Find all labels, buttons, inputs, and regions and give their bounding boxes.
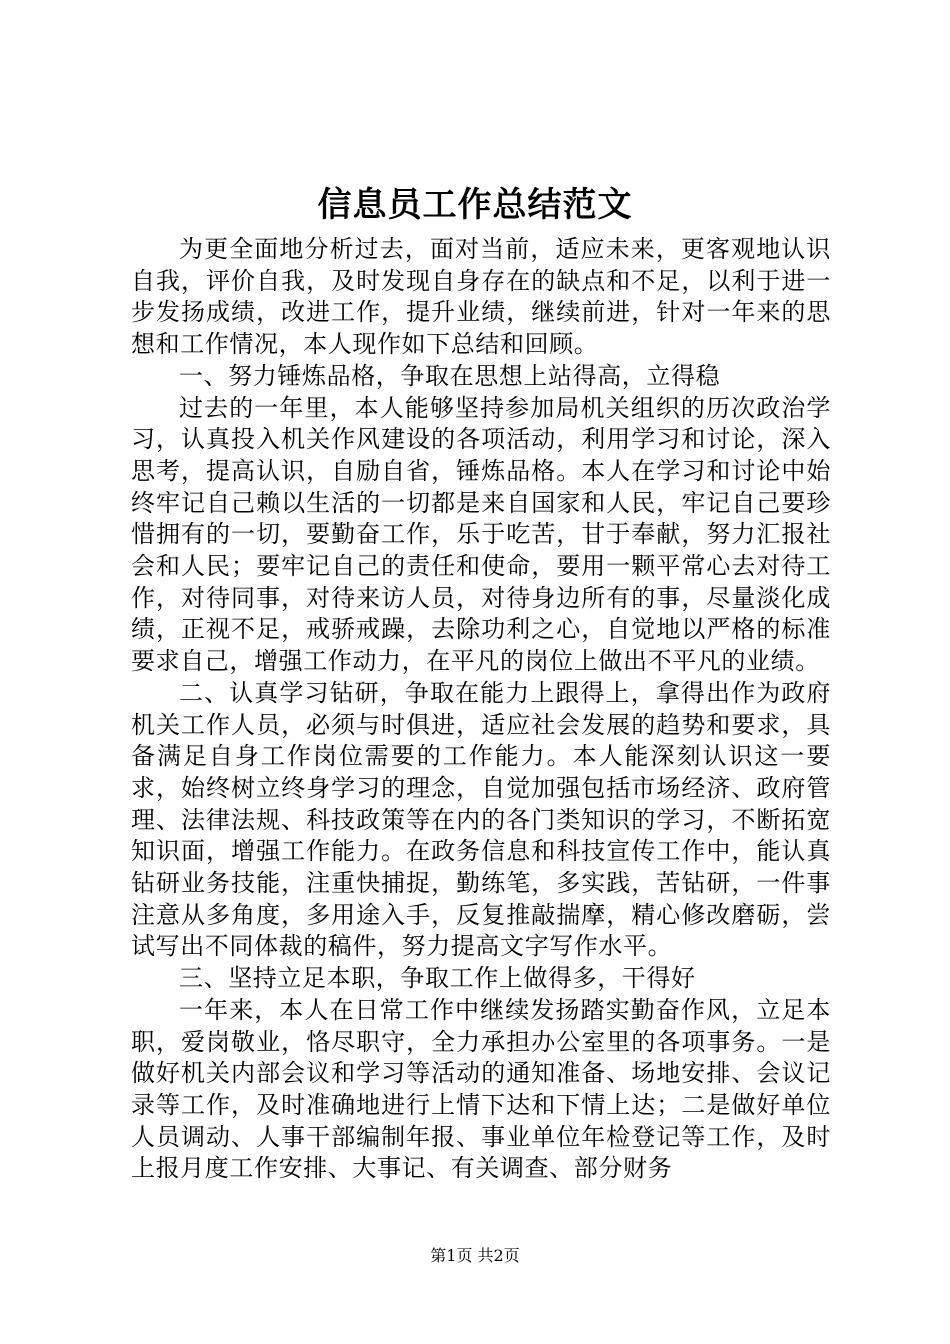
section-heading-1: 一、努力锤炼品格，争取在思想上站得高，立得稳 <box>179 361 721 390</box>
paragraph-section-2: 二、认真学习钻研，争取在能力上跟得上，拿得出作为政府机关工作人员，必须与时俱进，适应社会发展的趋势和要求，具备满足自身工作岗位需要的工作能力。本人能深刻认识这一要求，始终树立终身学习的理念，自觉加强包括市场经济、政府管理、法律法规、科技政策等在内的各门类知识的学习，不断拓宽知识面，增强工作能力。在政务信息和科技宣传工作中，能认真钻研业务技能，注重快捕捉，勤练笔，多实践，苦钻研，一件事注意从多角度，多用途入手，反复推敲揣摩，精心修改磨砺，尝试写出不同体裁的稿件，努力提高文字写作水平。 <box>131 678 831 961</box>
page-number-footer: 第1页 共2页 <box>430 1246 520 1265</box>
document-title: 信息员工作总结范文 <box>317 185 633 225</box>
document-body <box>131 234 831 1185</box>
paragraph-intro: 为更全面地分析过去，面对当前，适应未来，更客观地认识自我，评价自我，及时发现自身存在的缺点和不足，以利于进一步发扬成绩，改进工作，提升业绩，继续前进，针对一年来的思想和工作情况，本人现作如下总结和回顾。 <box>131 235 831 359</box>
section-heading-3: 三、坚持立足本职，争取工作上做得多，干得好 <box>179 964 696 993</box>
paragraph-section-1: 过去的一年里，本人能够坚持参加局机关组织的历次政治学习，认真投入机关作风建设的各项活动，利用学习和讨论，深入思考，提高认识，自励自省，锤炼品格。本人在学习和讨论中始终牢记自己赖以生活的一切都是来自国家和人民，牢记自己要珍惜拥有的一切，要勤奋工作，乐于吃苦，甘于奉献，努力汇报社会和人民；要牢记自己的责任和使命，要用一颗平常心去对待工作，对待同事，对待来访人员，对待身边所有的事，尽量淡化成绩，正视不足，戒骄戒躁，去除功利之心，自觉地以严格的标准要求自己，增强工作动力，在平凡的岗位上做出不平凡的业绩。 <box>131 393 831 676</box>
paragraph-section-3: 一年来，本人在日常工作中继续发扬踏实勤奋作风，立足本职，爱岗敬业，恪尽职守，全力承担办公室里的各项事务。一是做好机关内部会议和学习等活动的通知准备、场地安排、会议记录等工作，及时准确地进行上情下达和下情上达；二是做好单位人员调动、人事干部编制年报、事业单位年检登记等工作，及时上报月度工作安排、大事记、有关调查、部分财务 <box>131 995 831 1183</box>
